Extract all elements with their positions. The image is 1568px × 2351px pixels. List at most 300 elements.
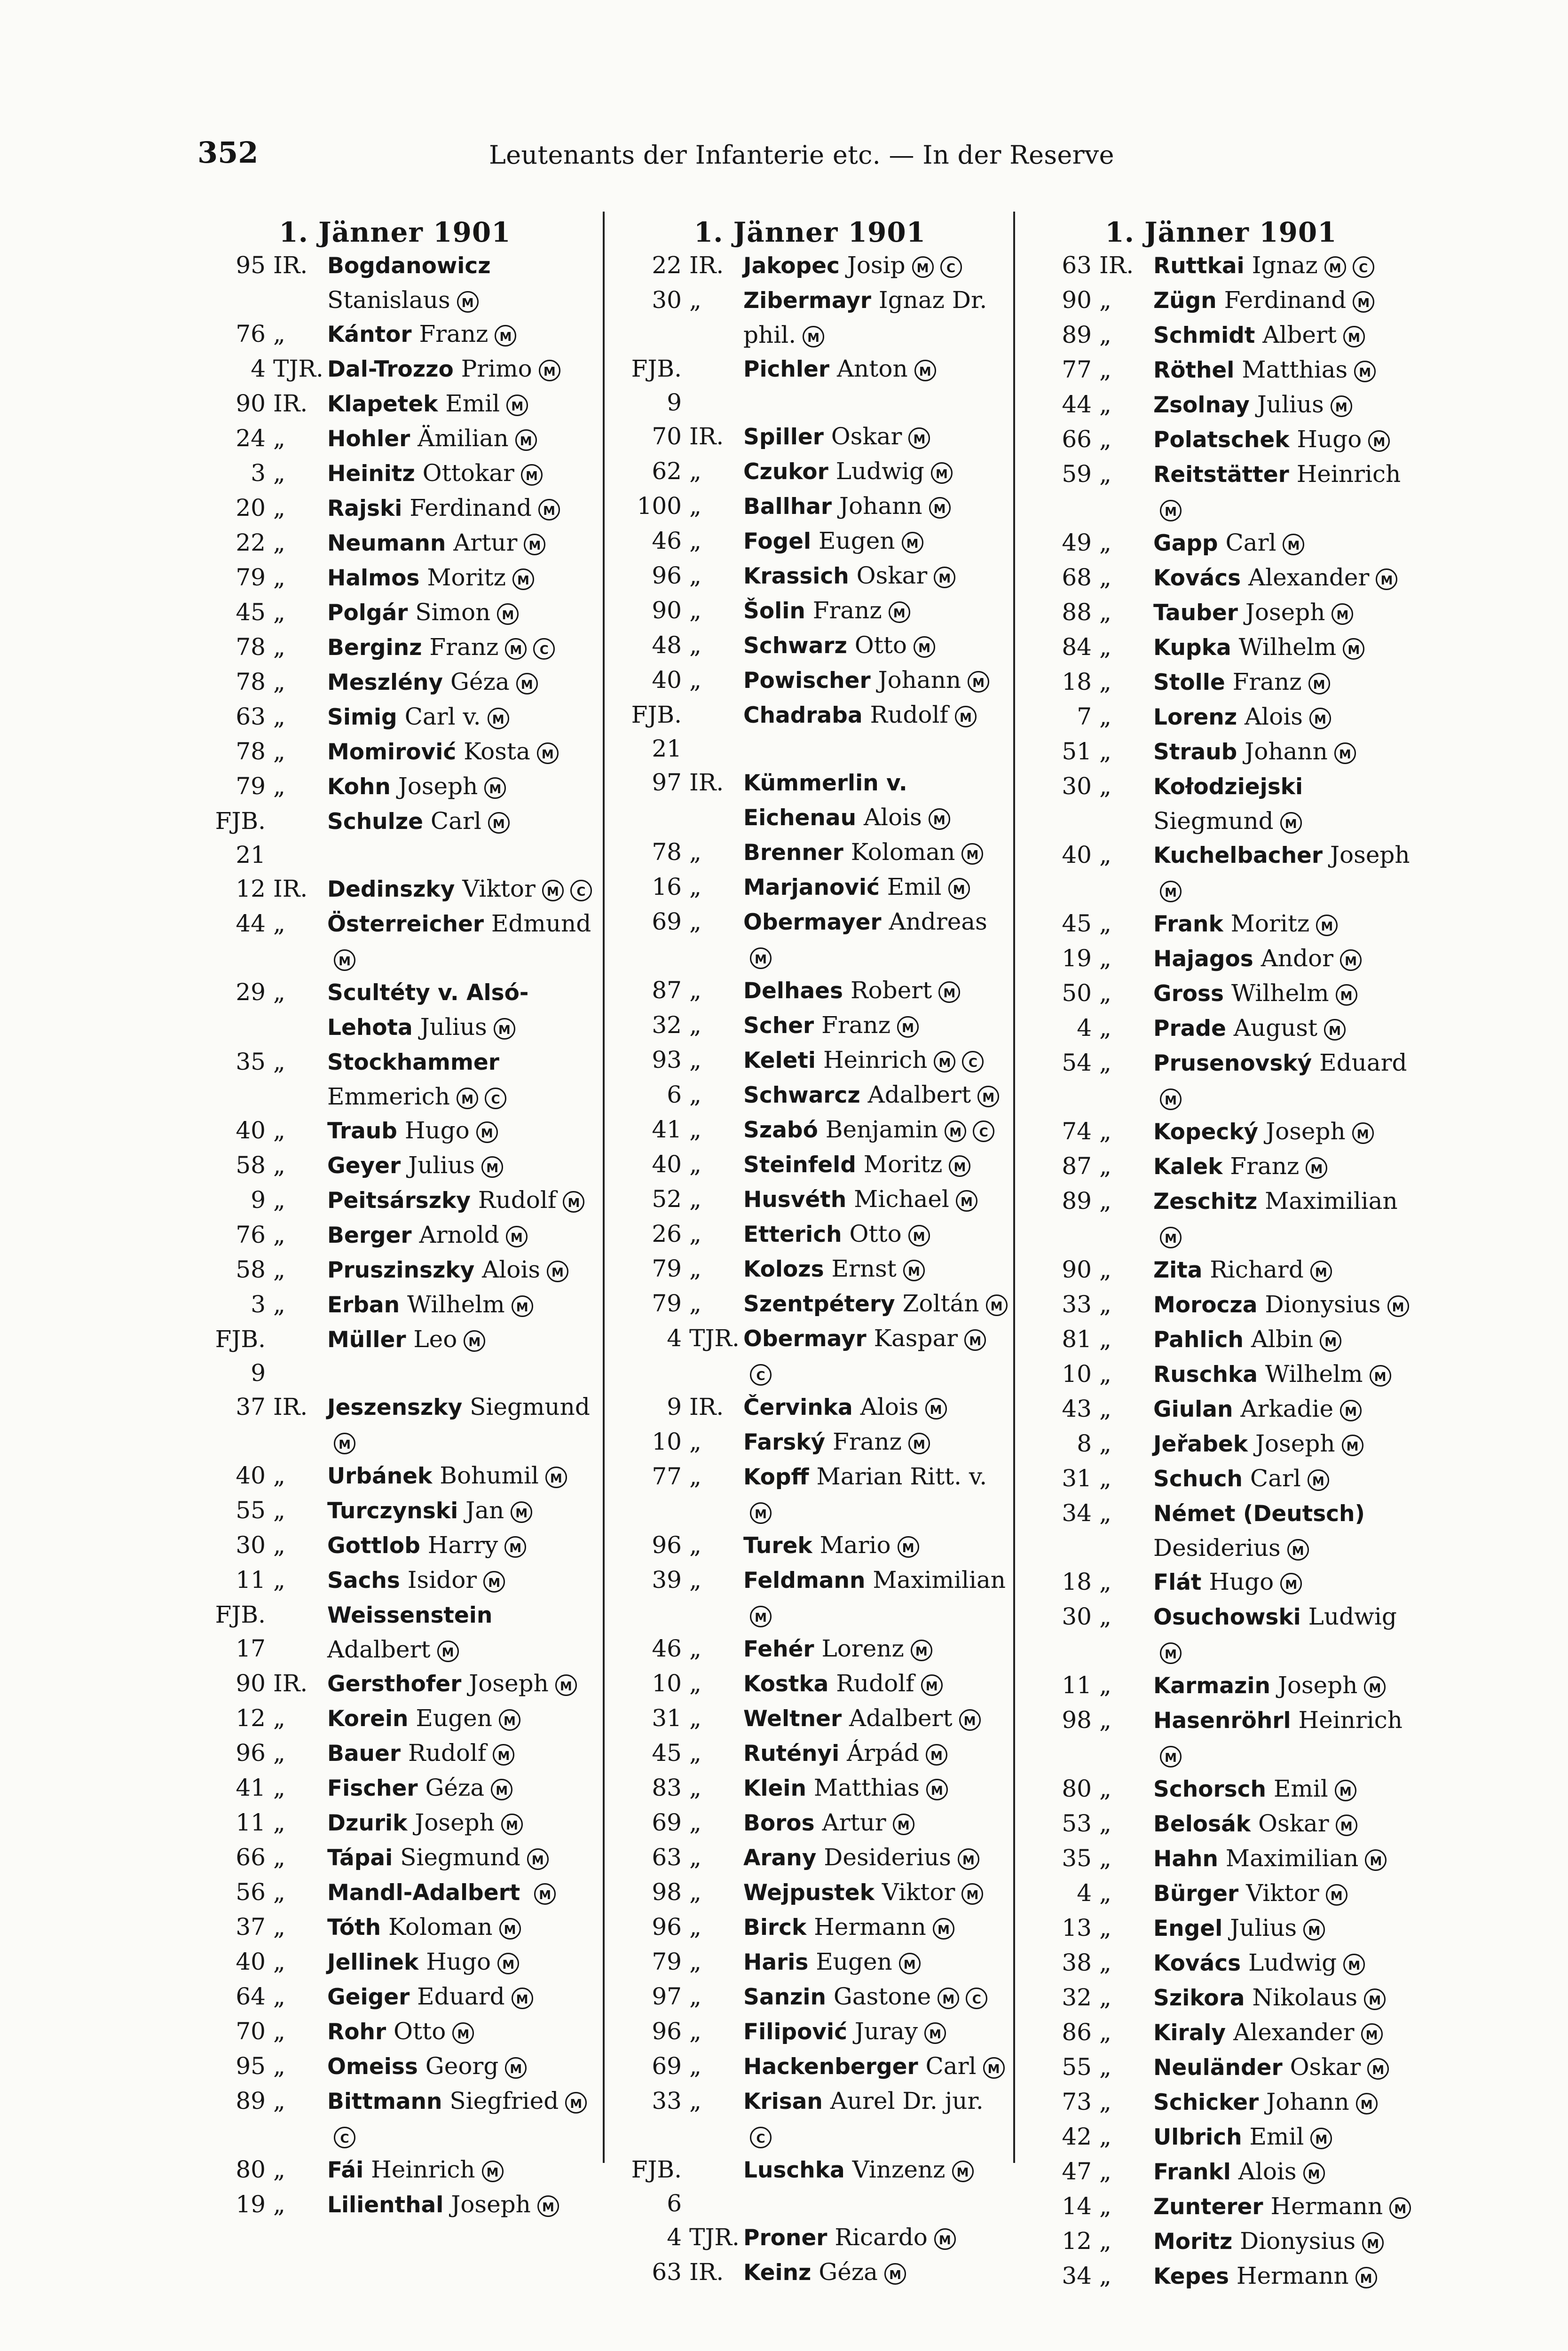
officer-name — [743, 2255, 1009, 2290]
merit-mark-icon: M — [1310, 2128, 1332, 2149]
roster-entry — [1021, 283, 1421, 318]
unit-type: „ — [689, 1463, 701, 1490]
unit-type: „ — [689, 1185, 701, 1213]
officer-name — [743, 1112, 1009, 1147]
merit-mark-icon: M — [921, 1674, 943, 1696]
regiment-number: 74 — [1062, 1118, 1092, 1145]
surname: Kepes — [1153, 2264, 1229, 2289]
roster-entry — [611, 1147, 1009, 1182]
unit-type: „ — [1099, 1603, 1111, 1630]
roster-entry — [1021, 2189, 1421, 2224]
surname: Ballhar — [743, 494, 832, 520]
merit-mark-icon: M — [949, 1155, 970, 1177]
regiment-number: 14 — [1062, 2193, 1092, 2220]
surname: Birck — [743, 1915, 807, 1941]
unit-type: IR. — [273, 1393, 308, 1420]
given-name: Kaspar — [874, 1325, 958, 1352]
unit-type: „ — [1099, 1395, 1111, 1422]
officer-name — [1153, 1427, 1421, 1461]
surname: Zsolnay — [1153, 392, 1250, 418]
regiment-number: 53 — [1062, 1810, 1092, 1837]
merit-mark-icon: M — [1370, 1365, 1391, 1387]
regiment-number: 9 — [251, 1186, 266, 1214]
regiment-number: 40 — [652, 666, 682, 694]
officer-name — [327, 2187, 595, 2222]
officer-name — [1153, 2015, 1421, 2050]
surname: Gapp — [1153, 530, 1218, 556]
regiment-number: 13 — [1062, 1914, 1092, 1941]
regiment-number: 34 — [1062, 2262, 1092, 2289]
roster-entry — [611, 1875, 1009, 1910]
given-name: Joseph — [469, 1670, 549, 1697]
officer-name — [1153, 1149, 1421, 1184]
merit-mark-icon: M — [1365, 1849, 1387, 1871]
surname: Engel — [1153, 1916, 1223, 1941]
given-name: Leo — [413, 1325, 457, 1353]
given-name: Géza — [819, 2258, 878, 2286]
unit-type: „ — [1099, 356, 1111, 383]
roster-entry — [1021, 248, 1421, 283]
given-name: Franz — [821, 1011, 891, 1039]
unit-type: „ — [1099, 633, 1111, 661]
given-name: Andreas — [889, 908, 987, 935]
given-name: Alexander — [1233, 2019, 1355, 2046]
unit-type: „ — [1099, 1775, 1111, 1802]
unit-type: „ — [689, 1878, 701, 1906]
given-name: Arnold — [419, 1221, 499, 1248]
roster-entry — [611, 524, 1009, 559]
surname: Luschka — [743, 2157, 845, 2183]
roster-entry — [195, 248, 595, 317]
roster-entry — [611, 2049, 1009, 2084]
officer-name — [327, 1459, 595, 1493]
unit-type: „ — [1099, 2053, 1111, 2081]
regiment-number: 98 — [652, 1878, 682, 1906]
surname: Scultéty v. Alsó-Lehota — [327, 980, 529, 1041]
roster-entry — [1021, 769, 1421, 838]
officer-name — [1153, 422, 1421, 457]
given-name: Vinzenz — [852, 2156, 946, 2183]
surname: Mandl-Adalbert — [327, 1880, 520, 1906]
merit-mark-icon: M — [1324, 256, 1346, 278]
regiment-number: 37 — [236, 1913, 266, 1941]
given-name: Árpád — [847, 1739, 919, 1767]
roster-entry — [195, 1148, 595, 1183]
roster-entry — [611, 1840, 1009, 1875]
roster-entry — [195, 352, 595, 387]
given-name: Franz — [833, 1428, 902, 1455]
merit-mark-icon: M — [538, 499, 560, 521]
surname: Dal-Trozzo — [327, 356, 454, 382]
regiment-number: 70 — [652, 423, 682, 450]
roster-entry — [1021, 1496, 1421, 1565]
regiment-number: 9 — [667, 1393, 682, 1420]
given-name: Johann — [839, 492, 922, 520]
surname: Klein — [743, 1775, 806, 1801]
unit-type: „ — [1099, 1672, 1111, 1699]
cross-mark-icon: C — [750, 2127, 772, 2148]
merit-mark-icon: M — [534, 1883, 556, 1905]
unit-type: „ — [689, 1844, 701, 1871]
officer-name — [1153, 283, 1421, 318]
merit-mark-icon: M — [1334, 742, 1356, 764]
unit-type: „ — [1099, 1949, 1111, 1976]
regiment-number: 98 — [1062, 1706, 1092, 1734]
officer-name — [327, 630, 595, 665]
merit-mark-icon: M — [986, 1294, 1008, 1316]
merit-mark-icon: M — [1362, 2232, 1384, 2254]
given-name: Carl — [430, 807, 481, 835]
merit-mark-icon: M — [938, 981, 960, 1003]
surname: Röthel — [1153, 357, 1235, 383]
surname: Fogel — [743, 529, 812, 554]
roster-entry — [611, 1945, 1009, 1980]
unit-type: IR. — [273, 875, 308, 902]
officer-name — [1153, 1565, 1421, 1600]
roster-entry — [1021, 1772, 1421, 1807]
merit-mark-icon: M — [931, 462, 953, 484]
roster-entry — [195, 1493, 595, 1528]
given-name: Joseph — [1330, 841, 1410, 868]
unit-type: „ — [689, 1116, 701, 1143]
given-name: Ignaz Dr. phil. — [743, 286, 987, 348]
roster-entry — [1021, 1911, 1421, 1946]
given-name: Albert — [1262, 321, 1337, 348]
officer-name — [327, 526, 595, 560]
roster-entry — [195, 421, 595, 456]
unit-type: „ — [273, 738, 285, 765]
officer-name — [327, 1736, 595, 1771]
merit-mark-icon: M — [464, 1330, 485, 1352]
unit-type: „ — [1099, 1325, 1111, 1353]
officer-name — [743, 1771, 1009, 1806]
unit-type: IR. — [273, 252, 308, 279]
officer-name — [743, 1147, 1009, 1182]
unit-type: „ — [1099, 2088, 1111, 2115]
given-name: Eduard — [1319, 1049, 1407, 1076]
unit-type: „ — [1099, 2158, 1111, 2185]
unit-type: „ — [1099, 460, 1111, 488]
unit-type: „ — [273, 1462, 285, 1489]
roster-entry — [195, 2049, 595, 2084]
unit-type: „ — [273, 1878, 285, 1906]
regiment-number: 19 — [236, 2191, 266, 2218]
officer-name — [743, 1806, 1009, 1840]
unit-type: „ — [689, 1635, 701, 1662]
unit-type: „ — [273, 1809, 285, 1836]
given-name: Eugen — [819, 527, 895, 554]
roster-entry — [1021, 1703, 1421, 1772]
roster-entry — [1021, 665, 1421, 700]
merit-mark-icon: M — [934, 1051, 955, 1073]
regiment-number: 88 — [1062, 599, 1092, 626]
officer-name — [327, 665, 595, 700]
merit-mark-icon: M — [898, 1536, 919, 1558]
surname: Brenner — [743, 840, 843, 866]
roster-entry — [611, 1736, 1009, 1771]
regiment-number: 45 — [652, 1739, 682, 1767]
unit-type: „ — [273, 320, 285, 347]
surname: Neumann — [327, 530, 446, 556]
surname: Turczynski — [327, 1498, 458, 1524]
surname: Keleti — [743, 1048, 816, 1073]
officer-name — [1153, 1287, 1421, 1322]
officer-name — [743, 1666, 1009, 1701]
unit-type: „ — [1099, 1360, 1111, 1388]
unit-type: „ — [689, 977, 701, 1004]
given-name: Adalbert — [327, 1636, 431, 1663]
given-name: Joseph — [1266, 1118, 1346, 1145]
given-name: Artur — [822, 1809, 886, 1836]
merit-mark-icon: M — [1336, 984, 1357, 1006]
unit-type: „ — [689, 631, 701, 659]
roster-entry — [1021, 1980, 1421, 2015]
given-name: Hermann — [1236, 2262, 1349, 2289]
regiment-number: 80 — [236, 2156, 266, 2183]
roster-entry — [1021, 1149, 1421, 1184]
roster-entry — [1021, 1322, 1421, 1357]
surname: Szikora — [1153, 1985, 1245, 2011]
regiment-number: 18 — [1062, 1568, 1092, 1595]
regiment-number: 40 — [236, 1462, 266, 1489]
officer-name — [743, 1875, 1009, 1910]
merit-mark-icon: M — [884, 2263, 906, 2285]
merit-mark-icon: M — [926, 1744, 947, 1766]
merit-mark-icon: M — [1343, 638, 1364, 660]
unit-type: IR. — [689, 769, 724, 796]
officer-name — [1153, 1980, 1421, 2015]
surname: Kostka — [743, 1671, 829, 1697]
unit-type: „ — [689, 1046, 701, 1073]
officer-name — [327, 560, 595, 595]
officer-name — [1153, 1876, 1421, 1911]
unit-type: „ — [273, 1844, 285, 1871]
regiment-number: 40 — [1062, 841, 1092, 868]
given-name: Johann — [878, 666, 961, 694]
merit-mark-icon: M — [1353, 291, 1374, 313]
officer-name — [743, 1286, 1009, 1321]
merit-mark-icon: M — [501, 1814, 523, 1835]
roster-entry — [1021, 353, 1421, 387]
roster-entry — [195, 872, 595, 907]
surname: Gersthofer — [327, 1671, 462, 1697]
given-name: Franz — [1230, 1152, 1300, 1180]
merit-mark-icon: M — [512, 568, 534, 590]
unit-type: „ — [1099, 321, 1111, 348]
surname: Boros — [743, 1810, 815, 1836]
regiment-number: 59 — [1062, 460, 1092, 488]
merit-mark-icon: M — [516, 673, 538, 694]
regiment-number: 90 — [236, 1670, 266, 1697]
officer-name — [327, 907, 595, 975]
roster-entry — [1021, 526, 1421, 560]
merit-mark-icon: M — [1364, 1676, 1386, 1698]
surname: Powischer — [743, 668, 871, 694]
surname: Bogdanowicz — [327, 253, 491, 279]
given-name: Zoltán — [902, 1290, 979, 1317]
merit-mark-icon: M — [495, 325, 516, 347]
merit-mark-icon: M — [1160, 500, 1182, 521]
officer-name — [1153, 1911, 1421, 1946]
officer-name — [327, 317, 595, 352]
roster-entry — [1021, 1427, 1421, 1461]
column-heading: 1. Jänner 1901 — [279, 216, 511, 248]
officer-name — [743, 765, 1009, 835]
roster-entry — [611, 2220, 1009, 2255]
officer-name — [743, 628, 1009, 663]
roster-entry — [195, 2153, 595, 2187]
merit-mark-icon: M — [1343, 1954, 1365, 1975]
merit-mark-icon: M — [563, 1191, 584, 1213]
regiment-number: 35 — [236, 1048, 266, 1075]
cross-mark-icon: C — [570, 880, 592, 901]
regiment-number: 79 — [652, 1255, 682, 1282]
merit-mark-icon: M — [555, 1674, 577, 1696]
merit-mark-icon: M — [545, 1467, 567, 1488]
merit-mark-icon: M — [537, 742, 559, 764]
roster-entry — [611, 248, 1009, 283]
officer-name — [1153, 1046, 1421, 1114]
unit-type: „ — [689, 2018, 701, 2045]
given-name: Artur — [453, 529, 518, 556]
regiment-number: 95 — [236, 2052, 266, 2080]
cross-mark-icon: C — [750, 1364, 772, 1386]
merit-mark-icon: M — [491, 1779, 512, 1800]
unit-type: „ — [273, 1117, 285, 1144]
given-name: Ferdinand — [410, 494, 532, 521]
merit-mark-icon: M — [481, 1156, 503, 1178]
regiment-number: 90 — [652, 597, 682, 624]
officer-name — [1153, 1807, 1421, 1841]
regiment-number: 12 — [236, 1704, 266, 1732]
officer-name — [1153, 560, 1421, 595]
regiment-number: 47 — [1062, 2158, 1092, 2185]
officer-name — [1153, 1392, 1421, 1427]
roster-entry — [195, 1287, 595, 1322]
officer-name — [327, 2049, 595, 2084]
given-name: Siegmund — [1153, 807, 1274, 835]
roster-entry — [1021, 1011, 1421, 1046]
roster-entry — [195, 804, 595, 872]
merit-mark-icon: M — [903, 1260, 925, 1281]
unit-type: „ — [1099, 426, 1111, 453]
roster-entry — [611, 1043, 1009, 1078]
unit-type: „ — [1099, 1430, 1111, 1457]
given-name: Hermann — [1270, 2193, 1383, 2220]
given-name: Géza — [425, 1774, 485, 1801]
merit-mark-icon: M — [889, 601, 910, 623]
merit-mark-icon: M — [521, 464, 543, 486]
merit-mark-icon: M — [908, 1225, 930, 1247]
merit-mark-icon: M — [983, 2057, 1005, 2079]
roster-entry — [611, 1321, 1009, 1390]
roster-entry — [195, 1183, 595, 1218]
surname: Schmidt — [1153, 323, 1255, 348]
roster-entry — [611, 559, 1009, 593]
officer-name — [1153, 353, 1421, 387]
surname: Rajski — [327, 496, 402, 521]
regiment-number: 49 — [1062, 529, 1092, 556]
roster-entry — [1021, 1946, 1421, 1980]
surname: Kolozs — [743, 1256, 824, 1282]
officer-name — [743, 1390, 1009, 1425]
roster-entry — [611, 698, 1009, 765]
regiment-number: 63 — [652, 1844, 682, 1871]
officer-name — [1153, 457, 1421, 526]
merit-mark-icon: M — [1308, 673, 1330, 694]
regiment-number: 87 — [1062, 1152, 1092, 1180]
merit-mark-icon: M — [934, 2228, 956, 2250]
officer-name — [743, 973, 1009, 1008]
regiment-number: 4 — [667, 1325, 682, 1352]
unit-type: „ — [273, 633, 285, 661]
unit-type: „ — [689, 1220, 701, 1247]
given-name: Koloman — [388, 1913, 493, 1941]
column-2 — [611, 216, 1009, 2286]
unit-type: „ — [1099, 2019, 1111, 2046]
officer-name — [743, 698, 1009, 733]
officer-name — [1153, 1772, 1421, 1807]
regiment-number: 87 — [652, 977, 682, 1004]
regiment-number: 79 — [236, 564, 266, 591]
surname: Zibermayr — [743, 288, 871, 314]
given-name: Eduard — [417, 1983, 505, 2010]
given-name: Siegmund — [470, 1393, 590, 1420]
regiment-number: FJB. 9 — [215, 1325, 266, 1387]
roster-entry — [195, 1771, 595, 1806]
regiment-number: 77 — [1062, 356, 1092, 383]
surname: Morocza — [1153, 1292, 1258, 1318]
roster-entry — [195, 907, 595, 975]
roster-entry — [611, 454, 1009, 489]
regiment-number: 51 — [1062, 738, 1092, 765]
given-name: Viktor — [462, 875, 536, 902]
unit-type: „ — [1099, 1845, 1111, 1872]
roster-entry — [195, 1701, 595, 1736]
roster-entry — [611, 1701, 1009, 1736]
merit-mark-icon: M — [1364, 1988, 1386, 2010]
merit-mark-icon: M — [547, 1261, 568, 1282]
given-name: Wilhelm — [1238, 633, 1337, 661]
roster-entry — [611, 1217, 1009, 1252]
officer-name — [1153, 1600, 1421, 1668]
roster-entry — [195, 1980, 595, 2014]
regiment-number: 89 — [1062, 321, 1092, 348]
unit-type: „ — [1099, 2193, 1111, 2220]
roster-entry — [195, 2014, 595, 2049]
officer-name — [1153, 2120, 1421, 2154]
merit-mark-icon: M — [914, 360, 936, 381]
roster-entry — [1021, 1600, 1421, 1668]
merit-mark-icon: M — [750, 1502, 772, 1524]
given-name: Carl — [1225, 529, 1276, 556]
merit-mark-icon: M — [902, 532, 923, 553]
officer-name — [1153, 665, 1421, 700]
unit-type: „ — [1099, 1810, 1111, 1837]
merit-mark-icon: M — [1356, 2093, 1378, 2114]
roster-entry — [611, 2153, 1009, 2220]
surname: Fehér — [743, 1636, 814, 1662]
surname: Reitstätter — [1153, 462, 1289, 488]
merit-mark-icon: M — [956, 1190, 977, 1212]
surname: Bittmann — [327, 2089, 442, 2114]
officer-name — [743, 283, 1009, 352]
unit-type: „ — [1099, 599, 1111, 626]
surname: Polgár — [327, 600, 408, 626]
unit-type: „ — [273, 1531, 285, 1559]
given-name: Maximilian — [873, 1566, 1006, 1594]
regiment-number: 37 — [236, 1393, 266, 1420]
